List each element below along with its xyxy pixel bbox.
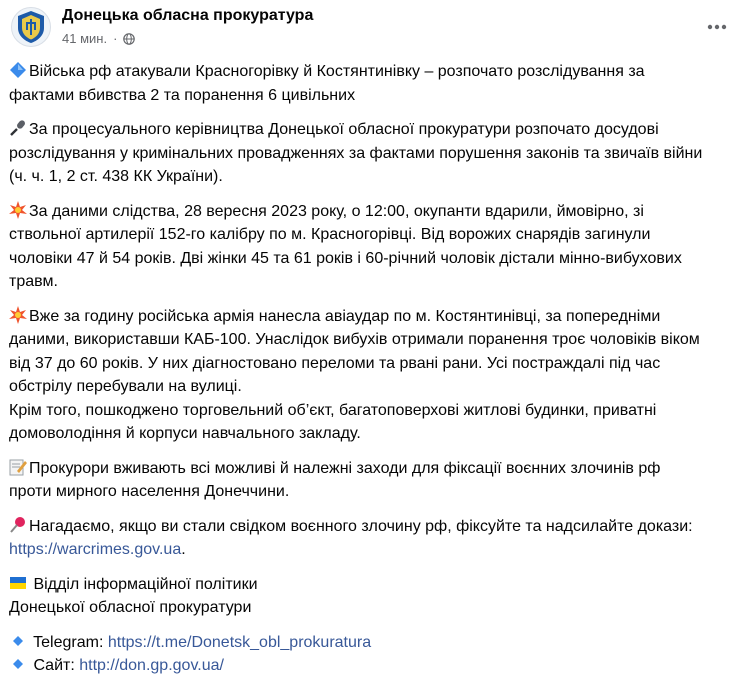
paragraph-krasnohorivka — [9, 200, 737, 294]
text-line: обстрілу перебували на вулиці. — [9, 378, 242, 395]
text-line — [9, 654, 737, 678]
collision-icon — [9, 306, 27, 324]
post-text — [9, 60, 737, 689]
text-line: від 37 до 60 років. У них діагностовано переломи та рвані рани. Усі постраждалі під час — [9, 354, 661, 372]
text-line: фактами вбивства 2 та поранення 6 цивільних — [9, 86, 356, 104]
paragraph-prosecutors — [9, 457, 737, 504]
text-line: Прокурори вживають всі можливі й належні заходи для фіксації воєнних злочинів рф — [9, 457, 737, 481]
paragraph-investigation — [9, 118, 737, 189]
pushpin-icon — [9, 516, 27, 534]
paragraph-reminder — [9, 515, 737, 562]
text-line: (ч. ч. 1, 2 ст. 438 КК України). — [9, 168, 223, 185]
globe-icon[interactable] — [123, 33, 135, 45]
post-header — [0, 0, 744, 56]
text-line: Вже за годину російська армія нанесла авіаудар по м. Костянтинівці, за попередніми — [9, 305, 737, 329]
paragraph-contacts — [9, 631, 737, 678]
post-meta — [62, 31, 135, 46]
more-dots-icon — [707, 24, 727, 30]
text-line: травм. — [9, 273, 58, 290]
text-line: ствольної артилерії 152-го калібру по м. Красногорівці. Від ворожих снарядів загинули — [9, 226, 651, 243]
page-name-link[interactable]: Донецька обласна прокуратура — [62, 7, 314, 24]
paragraph-kostiantynivka — [9, 305, 737, 446]
text-line: Нагадаємо, якщо ви стали свідком воєнного злочину рф, фіксуйте та надсилайте докази: — [9, 515, 737, 539]
telegram-label: Telegram: — [29, 633, 108, 651]
prosecutor-emblem-icon — [16, 10, 46, 44]
text-line: чоловіки 47 й 54 років. Дві жінки 45 та 61 років і 60-річний чоловік дістали мінно-вибухових — [9, 249, 682, 267]
text-line: За процесуального керівництва Донецької обласної прокуратури розпочато досудові — [9, 118, 737, 142]
page-avatar[interactable] — [11, 7, 51, 47]
text-line: Крім того, пошкоджено торговельний об’єкт, багатоповерхові житлові будинки, приватні — [9, 401, 657, 419]
microphone-icon — [9, 119, 27, 137]
post-time-link[interactable]: 41 мин. — [62, 31, 108, 46]
text-line: розслідування у кримінальних провадженнях за фактами порушення законів та звичаїв війни — [9, 144, 703, 162]
paragraph-signature — [9, 573, 737, 620]
memo-icon — [9, 458, 27, 476]
text-line: https://warcrimes.gov.ua. — [9, 541, 186, 558]
ukraine-flag-icon — [9, 574, 27, 592]
warcrimes-link[interactable]: https://warcrimes.gov.ua — [9, 541, 182, 558]
text-line: домоволодіння й корпуси навчального закладу. — [9, 425, 361, 442]
collision-icon — [9, 201, 27, 219]
small-blue-diamond-icon — [9, 655, 27, 673]
text-line — [9, 631, 737, 655]
site-link[interactable]: http://don.gp.gov.ua/ — [79, 657, 224, 674]
text-line: проти мирного населення Донеччини. — [9, 483, 290, 500]
meta-separator: · — [113, 31, 118, 46]
text-line: даними, використавши КАБ-100. Унаслідок вибухів отримали поранення троє чоловіків віком — [9, 331, 700, 348]
small-blue-diamond-icon — [9, 632, 27, 650]
text-line: Відділ інформаційної політики — [9, 573, 737, 597]
more-options-button[interactable] — [704, 14, 730, 40]
text-line: Війська рф атакували Красногорівку й Костянтинівку – розпочато розслідування за — [9, 60, 737, 84]
blue-diamond-icon — [9, 61, 27, 79]
paragraph-headline — [9, 60, 737, 107]
text-line: За даними слідства, 28 вересня 2023 року, о 12:00, окупанти вдарили, ймовірно, зі — [9, 200, 737, 224]
site-label: Сайт: — [29, 657, 80, 674]
telegram-link[interactable]: https://t.me/Donetsk_obl_prokuratura — [107, 633, 372, 651]
text-line: Донецької обласної прокуратури — [9, 599, 252, 616]
